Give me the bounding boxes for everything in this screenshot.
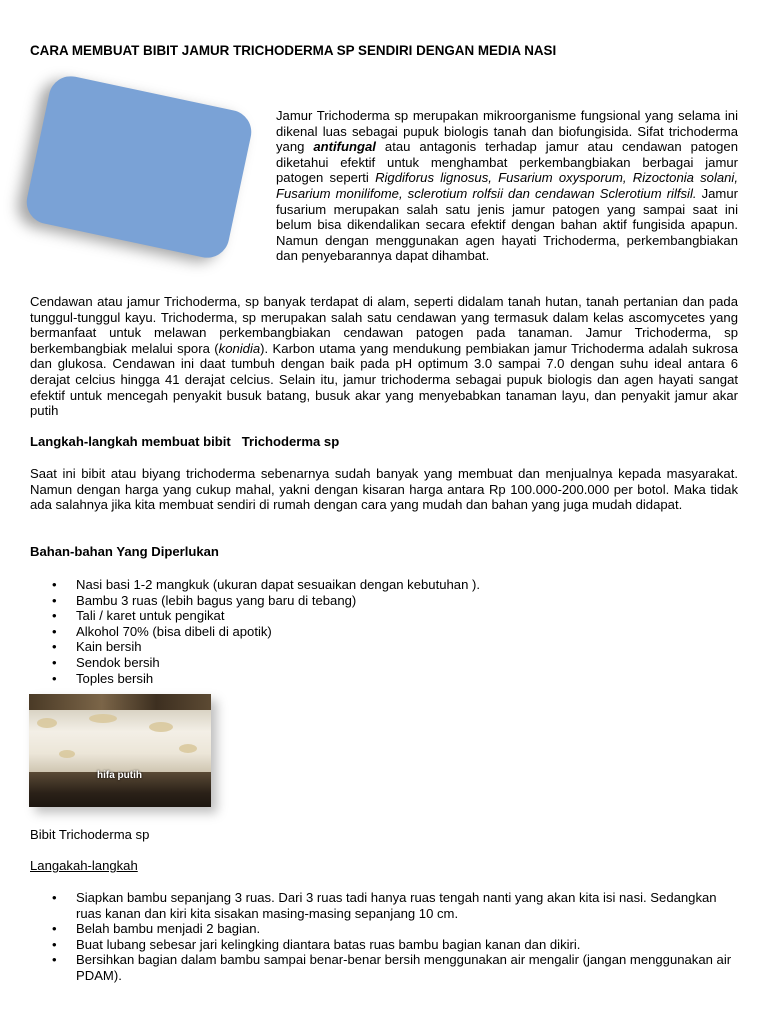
list-item: • Toples bersih [30,671,738,687]
description-text-2: ). Karbon utama yang mendukung pembiakan jamur Trichoderma adalah sukrosa dan glukosa. Cendawan ini daat tumbuh dengan baik pada pH optimum 3.0 sampai 7.0 dengan suhu ideal antara 6 derajat celcius hingga 41 derajat celcius. Selain itu, jamur trichoderma sebagai pupuk biologis dan agen hayati sangat efektif untuk mencegah penyakit busuk batang, busuk akar yang menyebabkan tanaman layu, dan penyakit jamur akar putih [30,340,738,419]
photo-spot [89,714,117,723]
steps-heading: Langakah-langkah [30,858,138,873]
steps-list [30,890,738,984]
steps-intro-heading: Langkah-langkah membuat bibit Trichoderma sp [30,434,340,449]
materials-list [30,577,738,686]
intro-text-3: Jamur fusarium merupakan salah satu jenis jamur patogen yang sampai saat ini belum bisa dikendalikan secara efektif dengan bahan aktif fungisida apapun. Namun dengan menggunakan agen hayati Trichoderma, perkembangbiakan dan penyebarannya dapat dihambat. [276,185,738,264]
list-item: • Tali / karet untuk pengikat [30,608,738,624]
photo-spot [37,718,57,728]
list-item: • Bambu 3 ruas (lebih bagus yang baru di tebang) [30,593,738,609]
list-item: • Kain bersih [30,639,738,655]
photo-spot [149,722,173,732]
description-text-1: Cendawan atau jamur Trichoderma, sp banyak terdapat di alam, seperti didalam tanah hutan, tanah pertanian dan pada tunggul-tunggul kayu. Trichoderma, sp merupakan salah satu cendawan yang termasuk dalam kelas ascomycetes yang bermanfaat untuk melawan perkembangbiakan cendawan patogen pada tanaman. Jamur Trichoderma, sp berkembangbiak melalui spora ( [30,294,738,356]
document-title: CARA MEMBUAT BIBIT JAMUR TRICHODERMA SP SENDIRI DENGAN MEDIA NASI [30,43,557,58]
photo-white-hyphae [29,710,211,772]
list-item: • Siapkan bambu sepanjang 3 ruas. Dari 3 ruas tadi hanya ruas tengah nanti yang akan kita isi nasi. Sedangkan ruas kanan dan kiri kita sisakan masing-masing sepanjang 10 cm. [30,890,738,921]
intro-emphasis-antifungal: antifungal [313,139,376,155]
list-item: • Belah bambu menjadi 2 bagian. [30,921,738,937]
photo-label: hifa putih [97,770,142,781]
trichoderma-bamboo-photo [29,694,211,807]
description-paragraph [30,294,738,419]
description-emphasis-konidia: konidia [218,340,261,356]
list-item: • Sendok bersih [30,655,738,671]
photo-spot [179,744,197,753]
photo-spot [59,750,75,758]
list-item: • Bersihkan bagian dalam bambu sampai benar-benar bersih menggunakan air mengalir (jangan menggunakan air PDAM). [30,952,738,983]
intro-species-list: Rigdiforus lignosus, Fusarium oxysporum, Rizoctonia solani, Fusarium monilifome, sclerotium rolfsii dan cendawan Sclerotium rilfsil. [276,170,738,201]
intro-text-2: atau antagonis terhadap jamur atau cendawan patogen diketahui efektif untuk menghambat perkembangbiakan berbagai jamur patogen seperti [276,139,738,186]
intro-text-1: Jamur Trichoderma sp merupakan mikroorganisme fungsional yang selama ini dikenal luas sebagai pupuk biologis tanah dan biofungisida. Sifat trichoderma yang [276,108,738,155]
list-item: • Buat lubang sebesar jari kelingking diantara batas ruas bambu bagian kanan dan dikiri. [30,937,738,953]
photo-caption: Bibit Trichoderma sp [30,827,150,842]
price-paragraph: Saat ini bibit atau biyang trichoderma sebenarnya sudah banyak yang membuat dan menjualnya kepada masyarakat. Namun dengan harga yang cukup mahal, yakni dengan kisaran harga antara Rp 100.000-200.000 per botol. Maka tidak ada salahnya jika kita membuat sendiri di rumah dengan cara yang mudah dan bahan yang juga mudah didapat. [30,466,738,513]
blue-rounded-rectangle-image [23,72,256,262]
list-item: • Alkohol 70% (bisa dibeli di apotik) [30,624,738,640]
list-item: • Nasi basi 1-2 mangkuk (ukuran dapat sesuaikan dengan kebutuhan ). [30,577,738,593]
materials-heading: Bahan-bahan Yang Diperlukan [30,544,219,559]
photo-bamboo-top [29,694,211,710]
intro-paragraph [276,108,738,264]
